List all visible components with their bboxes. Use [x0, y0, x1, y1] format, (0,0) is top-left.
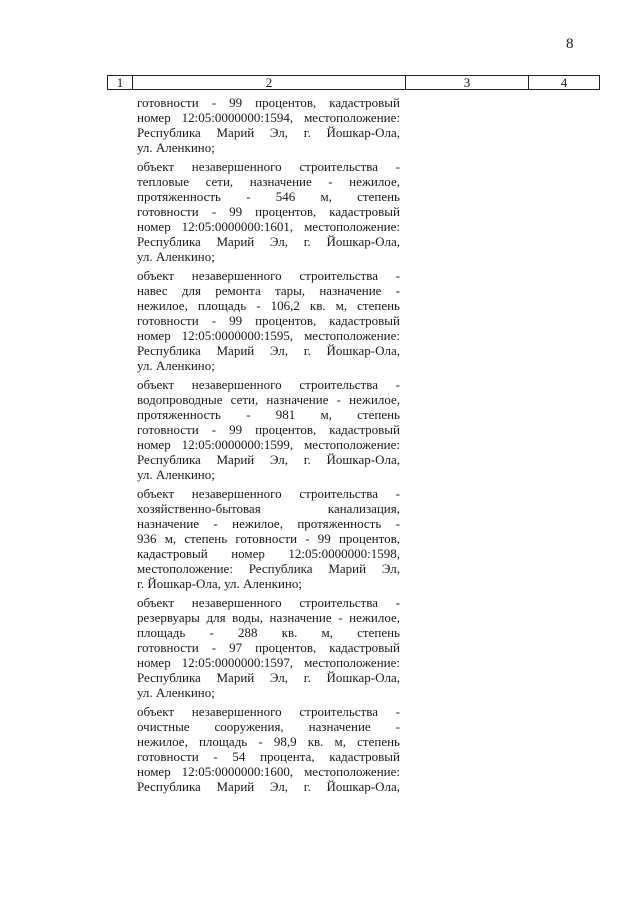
column-header-1: 1	[108, 76, 133, 90]
column-header-table	[107, 75, 600, 90]
text-line: готовности - 99 процентов, кадастровый	[137, 313, 400, 328]
column-header-row	[108, 76, 600, 90]
text-line: объект незавершенного строительства -	[137, 486, 400, 501]
column-2-content	[137, 95, 400, 798]
text-line: водопроводные сети, назначение - нежилое,	[137, 392, 400, 407]
text-line: нежилое, площадь - 106,2 кв. м, степень	[137, 298, 400, 313]
paragraph	[137, 595, 400, 700]
paragraph	[137, 268, 400, 373]
text-line: ул. Аленкино;	[137, 140, 215, 155]
text-line: резервуары для воды, назначение - нежилое,	[137, 610, 400, 625]
text-line: очистные сооружения, назначение -	[137, 719, 400, 734]
paragraph	[137, 704, 400, 794]
text-line: площадь - 288 кв. м, степень	[137, 625, 400, 640]
text-line: назначение - нежилое, протяженность -	[137, 516, 400, 531]
text-line: ул. Аленкино;	[137, 249, 215, 264]
text-line: Республика Марий Эл, г. Йошкар-Ола,	[137, 779, 400, 794]
text-line: номер 12:05:0000000:1595, местоположение:	[137, 328, 400, 343]
paragraph	[137, 95, 400, 155]
text-line: Республика Марий Эл, г. Йошкар-Ола,	[137, 125, 400, 140]
text-line: номер 12:05:0000000:1597, местоположение:	[137, 655, 400, 670]
text-line: тепловые сети, назначение - нежилое,	[137, 174, 400, 189]
text-line: номер 12:05:0000000:1601, местоположение:	[137, 219, 400, 234]
text-line: готовности - 99 процентов, кадастровый	[137, 95, 400, 110]
text-line: 936 м, степень готовности - 99 процентов,	[137, 531, 400, 546]
paragraph	[137, 159, 400, 264]
text-line: Республика Марий Эл, г. Йошкар-Ола,	[137, 670, 400, 685]
paragraph	[137, 377, 400, 482]
text-line: г. Йошкар-Ола, ул. Аленкино;	[137, 576, 302, 591]
text-line: объект незавершенного строительства -	[137, 595, 400, 610]
text-line: нежилое, площадь - 98,9 кв. м, степень	[137, 734, 400, 749]
column-header-2: 2	[133, 76, 406, 90]
text-line: протяженность - 981 м, степень	[137, 407, 400, 422]
column-header-3: 3	[406, 76, 529, 90]
text-line: навес для ремонта тары, назначение -	[137, 283, 400, 298]
text-line: Республика Марий Эл, г. Йошкар-Ола,	[137, 234, 400, 249]
text-line: Республика Марий Эл, г. Йошкар-Ола,	[137, 452, 400, 467]
text-line: готовности - 54 процента, кадастровый	[137, 749, 400, 764]
text-line: готовности - 99 процентов, кадастровый	[137, 204, 400, 219]
text-line: ул. Аленкино;	[137, 467, 215, 482]
page-number: 8	[566, 36, 574, 52]
text-line: готовности - 97 процентов, кадастровый	[137, 640, 400, 655]
column-header-4: 4	[529, 76, 600, 90]
text-line: объект незавершенного строительства -	[137, 159, 400, 174]
text-line: хозяйственно-бытовая канализация,	[137, 501, 400, 516]
text-line: кадастровый номер 12:05:0000000:1598,	[137, 546, 400, 561]
text-line: Республика Марий Эл, г. Йошкар-Ола,	[137, 343, 400, 358]
text-line: ул. Аленкино;	[137, 358, 215, 373]
text-line: ул. Аленкино;	[137, 685, 215, 700]
text-line: объект незавершенного строительства -	[137, 704, 400, 719]
paragraph	[137, 486, 400, 591]
text-line: номер 12:05:0000000:1594, местоположение:	[137, 110, 400, 125]
text-line: местоположение: Республика Марий Эл,	[137, 561, 400, 576]
text-line: номер 12:05:0000000:1599, местоположение:	[137, 437, 400, 452]
text-line: номер 12:05:0000000:1600, местоположение:	[137, 764, 400, 779]
text-line: объект незавершенного строительства -	[137, 377, 400, 392]
text-line: объект незавершенного строительства -	[137, 268, 400, 283]
text-line: готовности - 99 процентов, кадастровый	[137, 422, 400, 437]
text-line: протяженность - 546 м, степень	[137, 189, 400, 204]
